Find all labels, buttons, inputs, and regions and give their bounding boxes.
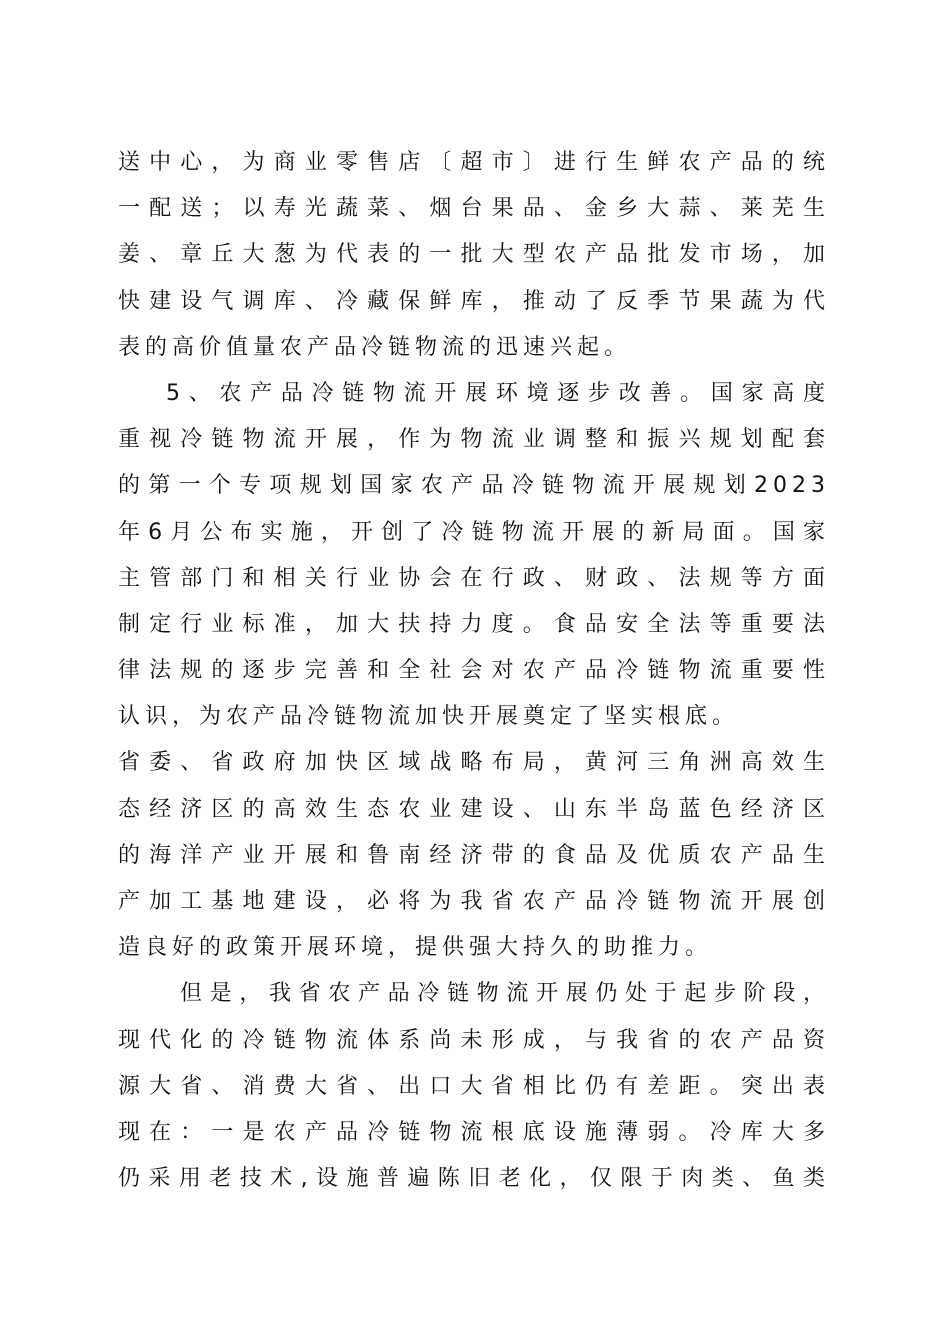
text-line: 但是，我省农产品冷链物流开展仍处于起步阶段， — [180, 981, 830, 1007]
text-line: 仍采用老技术,设施普遍陈旧老化，仅限于肉类、鱼类 — [118, 1166, 830, 1192]
text-line: 认识，为农产品冷链物流加快开展奠定了坚实根底。 — [118, 704, 740, 730]
text-line: 主管部门和相关行业协会在行政、财政、法规等方面 — [118, 565, 830, 591]
text-line: 的海洋产业开展和鲁南经济带的食品及优质农产品生 — [118, 842, 830, 868]
text-line: 现代化的冷链物流体系尚未形成，与我省的农产品资 — [118, 1027, 830, 1053]
text-line: 产加工基地建设，必将为我省农产品冷链物流开展创 — [118, 889, 830, 914]
text-line: 快建设气调库、冷藏保鲜库，推动了反季节果蔬为代 — [118, 288, 830, 314]
text-line: 一配送；以寿光蔬菜、烟台果品、金乡大蒜、莱芜生 — [118, 196, 830, 222]
text-line: 送中心，为商业零售店〔超市〕进行生鲜农产品的统 — [118, 150, 830, 175]
text-line: 姜、章丘大葱为代表的一批大型农产品批发市场，加 — [118, 242, 830, 268]
text-line: 年6月公布实施，开创了冷链物流开展的新局面。国家 — [118, 519, 830, 545]
text-line: 源大省、消费大省、出口大省相比仍有差距。突出表 — [118, 1073, 830, 1099]
text-line: 现在：一是农产品冷链物流根底设施薄弱。冷库大多 — [118, 1119, 830, 1145]
text-line: 制定行业标准，加大扶持力度。食品安全法等重要法 — [118, 611, 830, 637]
text-line: 重视冷链物流开展，作为物流业调整和振兴规划配套 — [118, 427, 830, 453]
body-text — [118, 140, 830, 1202]
text-line: 造良好的政策开展环境，提供强大持久的助推力。 — [118, 935, 713, 961]
text-line: 律法规的逐步完善和全社会对农产品冷链物流重要性 — [118, 658, 830, 684]
text-line: 5、农产品冷链物流开展环境逐步改善。国家高度 — [166, 380, 830, 406]
text-line: 省委、省政府加快区域战略布局，黄河三角洲高效生 — [118, 750, 830, 776]
text-line: 表的高价值量农产品冷链物流的迅速兴起。 — [118, 334, 632, 360]
text-line: 的第一个专项规划国家农产品冷链物流开展规划2023 — [118, 473, 830, 499]
text-line: 态经济区的高效生态农业建设、山东半岛蓝色经济区 — [118, 796, 830, 822]
